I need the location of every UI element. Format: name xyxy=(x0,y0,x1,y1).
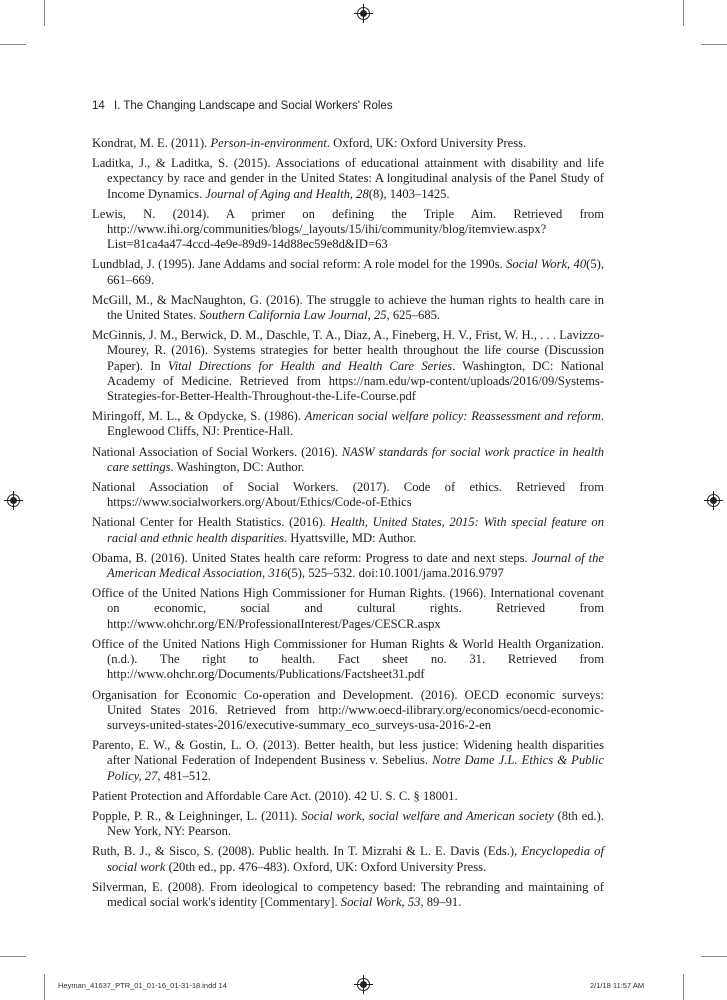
reference-details: , 481–512. xyxy=(157,768,211,783)
reference-source: Vital Directions for Health and Health Care Series xyxy=(167,358,453,373)
reference-entry xyxy=(92,688,604,734)
reference-details: (5), 661–669. xyxy=(107,257,604,287)
reference-text: Office of the United Nations High Commissioner for Human Rights & World Health Organization. (n.d.). The right to health. Fact sheet no. 31. Retrieved from http://www.ohchr.org/Documents/Publications/Factsheet31.pdf xyxy=(92,636,604,682)
crop-mark-top-right-h xyxy=(701,44,727,45)
reference-text: Silverman, E. (2008). From ideological to competency based: The rebranding and maintaining of medical social work's identity [Commentary]. xyxy=(92,879,604,909)
reference-text: Laditka, J., & Laditka, S. (2015). Associations of educational attainment with disability and life expectancy by race and gender in the United States: A longitudinal analysis of the Panel Study of Income Dynamics. xyxy=(92,156,604,201)
registration-mark-top-icon xyxy=(357,7,370,20)
reference-entry xyxy=(92,880,604,910)
page-number: 14 xyxy=(92,100,105,112)
reference-details: (5), 525–532. doi:10.1001/jama.2016.9797 xyxy=(287,566,504,581)
reference-text: Popple, P. R., & Leighninger, L. (2011). xyxy=(92,808,302,823)
reference-details: . Hyattsville, MD: Author. xyxy=(284,530,417,545)
reference-text: Office of the United Nations High Commissioner for Human Rights. (1966). International covenant on economic, social and cultural rights. Retrieved from http://www.ohchr.org/EN/ProfessionalInterest/Pages/CESCR.aspx xyxy=(92,586,604,631)
reference-text: Lewis, N. (2014). A primer on defining the Triple Aim. Retrieved from http://www.ihi.org/communities/blogs/_layouts/15/ihi/community/blog/itemview.aspx?List=81ca4a47-4ccd-4e9e-89d9-14d88ec59e8d&ID=63 xyxy=(92,206,604,252)
reference-details: . Washington, DC: Author. xyxy=(170,459,305,474)
slug-file: Heyman_41637_PTR_01_01-16_01-31-18.indd 14 xyxy=(58,981,227,990)
reference-entry xyxy=(92,480,604,510)
chapter-title: I. The Changing Landscape and Social Workers' Roles xyxy=(114,100,393,112)
reference-source: Social Work, 40 xyxy=(506,257,587,272)
reference-text: Lundblad, J. (1995). Jane Addams and social reform: A role model for the 1990s. xyxy=(92,257,507,272)
reference-entry xyxy=(92,551,604,581)
reference-text: Kondrat, M. E. (2011). xyxy=(92,136,211,150)
reference-source: Journal of Aging and Health, 28 xyxy=(205,186,369,201)
reference-details: , 89–91. xyxy=(420,894,462,909)
reference-entry xyxy=(92,586,604,632)
reference-source: Southern California Law Journal, 25 xyxy=(199,308,387,323)
reference-text: Obama, B. (2016). United States health care reform: Progress to date and next steps. xyxy=(92,550,532,565)
crop-mark-bottom-left-h xyxy=(0,956,26,957)
reference-source: Notre Dame J.L. Ethics & Public Policy, 27 xyxy=(107,753,604,783)
crop-mark-top-right xyxy=(683,0,684,26)
reference-text: National Association of Social Workers. (2017). Code of ethics. Retrieved from https://www.socialworkers.org/About/Ethics/Code-of-Ethics xyxy=(92,480,604,510)
reference-text: Organisation for Economic Co-operation and Development. (2016). OECD economic surveys: United States 2016. Retrieved from http://www.oecd-ilibrary.org/economics/oecd-economic-surveys-united-states-2016/executive-summary_eco_surveys-usa-2016-2-en xyxy=(92,687,604,732)
registration-mark-right-icon xyxy=(707,494,720,507)
crop-mark-bottom-right xyxy=(683,974,684,1000)
slug-date: 2/1/18 11:57 AM xyxy=(590,981,645,990)
crop-mark-top-left xyxy=(44,0,45,26)
reference-entry xyxy=(92,293,604,323)
reference-entry xyxy=(92,809,604,839)
reference-entry xyxy=(92,409,604,439)
reference-entry xyxy=(92,637,604,683)
registration-mark-bottom-icon xyxy=(357,978,370,991)
reference-entry xyxy=(92,515,604,545)
reference-text: Patient Protection and Affordable Care Act. (2010). 42 U. S. C. § 18001. xyxy=(92,788,458,803)
reference-entry xyxy=(92,156,604,202)
reference-entry xyxy=(92,738,604,784)
reference-details: . Oxford, UK: Oxford University Press. xyxy=(326,136,527,150)
reference-source: Encyclopedia of social work xyxy=(107,844,604,874)
reference-details: . Washington, DC: National Academy of Medicine. Retrieved from https://nam.edu/wp-content/uploads/2016/09/Systems-Strategies-for-Better-Health-Throughout-the-Life-Course.pdf xyxy=(107,358,604,404)
reference-source: NASW standards for social work practice in health care settings xyxy=(107,444,604,474)
reference-text: McGill, M., & MacNaughton, G. (2016). The struggle to achieve the human rights to health care in the United States. xyxy=(92,292,604,323)
reference-entry xyxy=(92,328,604,404)
reference-text: McGinnis, J. M., Berwick, D. M., Daschle, T. A., Diaz, A., Fineberg, H. V., Frist, W. H., . . . Lavizzo-Mourey, R. (2016). Systems strategies for better health throughout the life course (Discussion Paper). In xyxy=(92,328,604,373)
crop-mark-top-left-h xyxy=(0,44,26,45)
reference-source: Journal of the American Medical Association, 316 xyxy=(107,550,605,581)
reference-text: National Center for Health Statistics. (2016). xyxy=(92,515,331,530)
reference-source: Health, United States, 2015: With special feature on racial and ethnic health disparities xyxy=(107,515,604,545)
reference-entry xyxy=(92,844,604,874)
reference-text: Miringoff, M. L., & Opdycke, S. (1986). xyxy=(92,409,305,424)
registration-mark-left-icon xyxy=(7,494,20,507)
reference-source: American social welfare policy: Reassessment and reform xyxy=(304,409,601,424)
reference-text: Ruth, B. J., & Sisco, S. (2008). Public health. In T. Mizrahi & L. E. Davis (Eds.), xyxy=(92,844,522,859)
reference-details: , 625–685. xyxy=(386,308,441,323)
reference-entry xyxy=(92,257,604,287)
reference-entry xyxy=(92,789,604,804)
reference-details: . Englewood Cliffs, NJ: Prentice-Hall. xyxy=(107,409,604,439)
reference-text: National Association of Social Workers. (2016). xyxy=(92,444,342,459)
reference-text: Parento, E. W., & Gostin, L. O. (2013). Better health, but less justice: Widening health disparities after National Federation of Independent Business v. Sebelius. xyxy=(92,738,604,768)
crop-mark-bottom-right-h xyxy=(701,956,727,957)
reference-entry xyxy=(92,207,604,253)
reference-details: (8th ed.). New York, NY: Pearson. xyxy=(107,808,604,839)
reference-source: Social work, social welfare and American society xyxy=(301,808,554,823)
reference-entry xyxy=(92,136,604,151)
reference-details: (20th ed., pp. 476–483). Oxford, UK: Oxford University Press. xyxy=(165,859,487,874)
reference-list xyxy=(92,136,604,915)
reference-details: (8), 1403–1425. xyxy=(368,186,450,201)
reference-entry xyxy=(92,445,604,475)
reference-source: Social Work, 53 xyxy=(340,894,421,909)
running-head xyxy=(92,100,393,112)
reference-source: Person-in-environment xyxy=(210,136,327,150)
crop-mark-bottom-left xyxy=(44,974,45,1000)
